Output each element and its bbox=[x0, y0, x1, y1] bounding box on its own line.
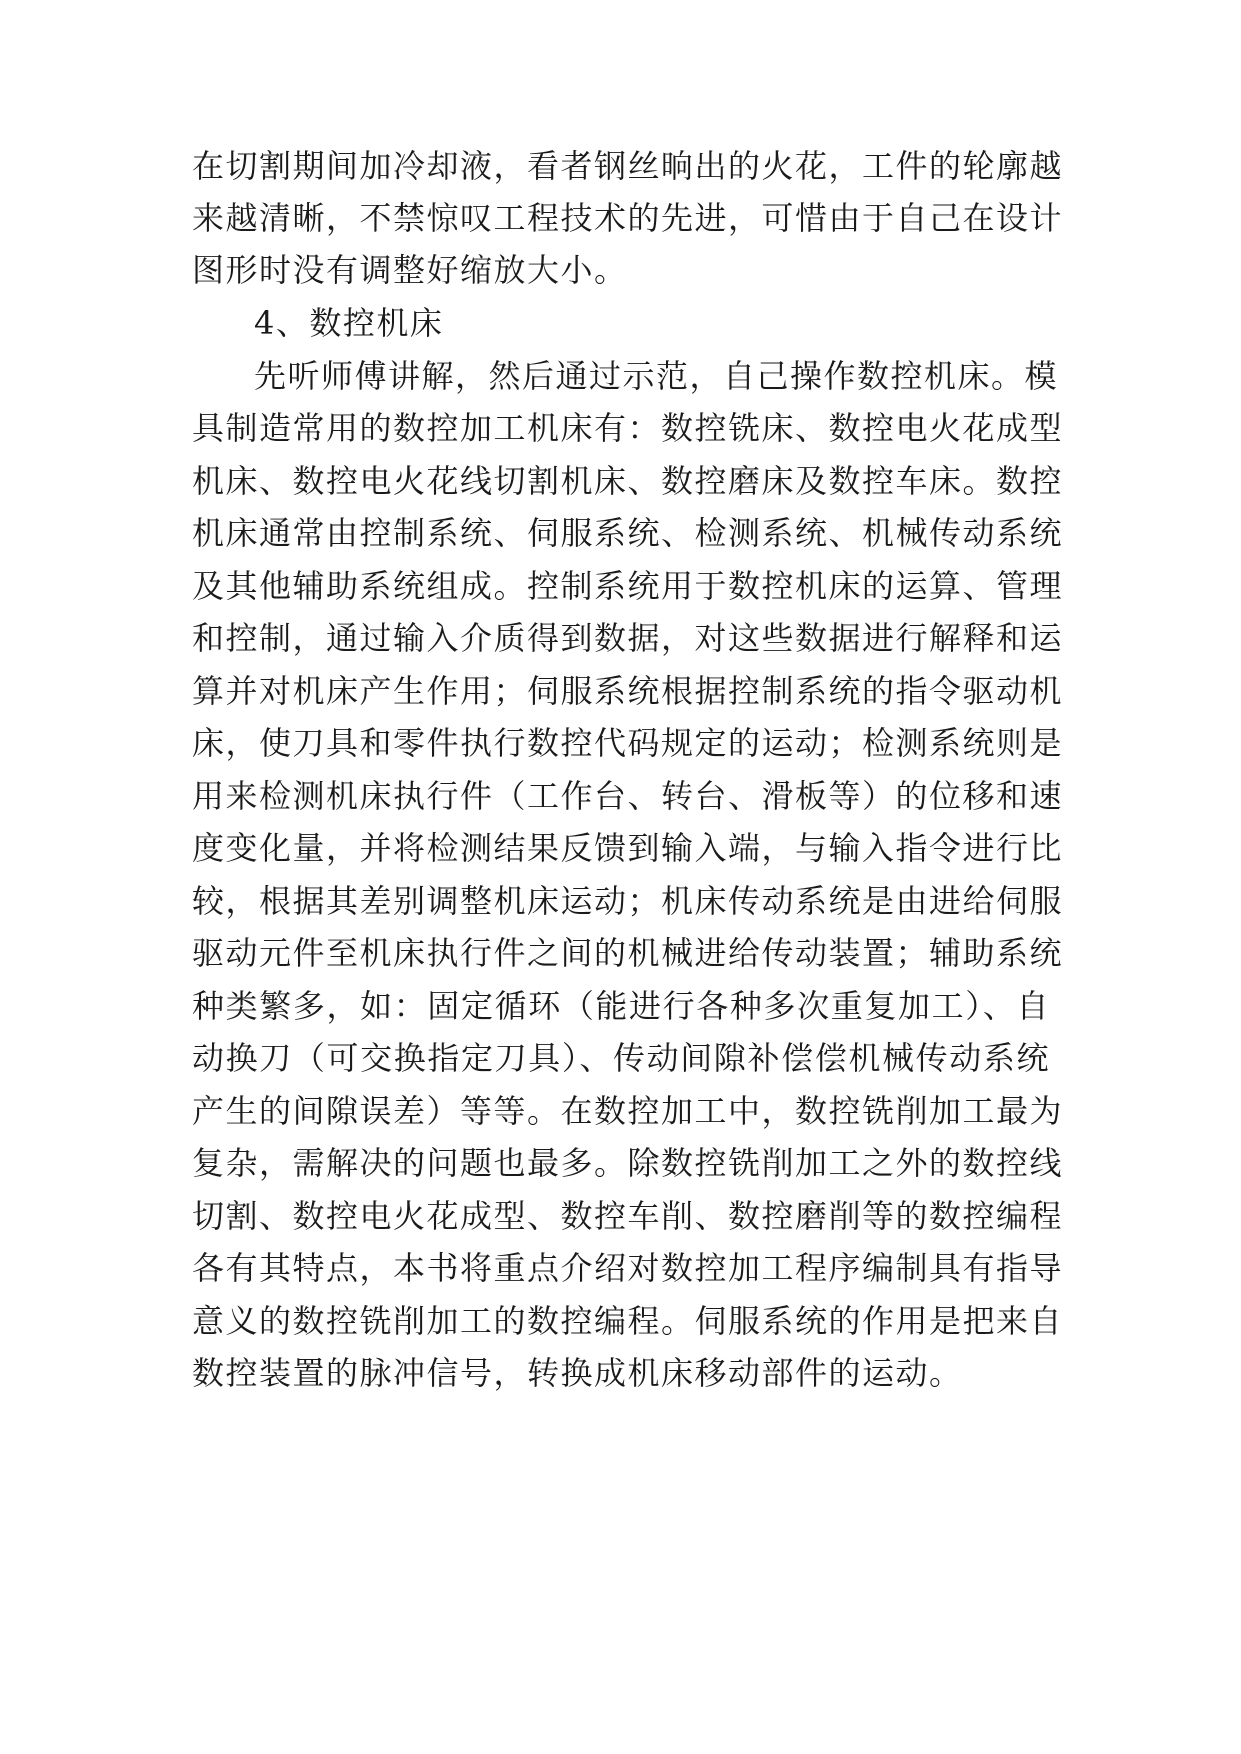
paragraph-line: 在切割期间加冷却液，看者钢丝晌出的火花，工件的轮廓越 bbox=[192, 147, 1064, 185]
paragraph-line: 算并对机床产生作用；伺服系统根据控制系统的指令驱动机 bbox=[192, 672, 1064, 710]
paragraph-line: 动换刀（可交换指定刀具）、传动间隙补偿偿机械传动系统 bbox=[192, 1039, 1050, 1077]
paragraph-line: 意义的数控铣削加工的数控编程。伺服系统的作用是把来自 bbox=[192, 1302, 1064, 1340]
paragraph-line: 产生的间隙误差）等等。在数控加工中，数控铣削加工最为 bbox=[192, 1092, 1064, 1130]
paragraph-line: 各有其特点，本书将重点介绍对数控加工程序编制具有指导 bbox=[192, 1249, 1064, 1287]
paragraph-line: 床，使刀具和零件执行数控代码规定的运动；检测系统则是 bbox=[192, 724, 1064, 762]
paragraph-line: 种类繁多，如：固定循环（能进行各种多次重复加工）、自 bbox=[192, 987, 1050, 1025]
paragraph-line: 机床通常由控制系统、伺服系统、检测系统、机械传动系统 bbox=[192, 514, 1064, 552]
paragraph-line: 先听师傅讲解，然后通过示范，自己操作数控机床。模 bbox=[254, 357, 1059, 395]
paragraph-line: 度变化量，并将检测结果反馈到输入端，与输入指令进行比 bbox=[192, 829, 1064, 867]
paragraph-line: 及其他辅助系统组成。控制系统用于数控机床的运算、管理 bbox=[192, 567, 1064, 605]
paragraph-line: 图形时没有调整好缩放大小。 bbox=[192, 251, 628, 289]
paragraph-line: 较，根据其差别调整机床运动；机床传动系统是由进给伺服 bbox=[192, 882, 1064, 920]
paragraph-line: 具制造常用的数控加工机床有：数控铣床、数控电火花成型 bbox=[192, 409, 1064, 447]
paragraph-line: 机床、数控电火花线切割机床、数控磨床及数控车床。数控 bbox=[192, 462, 1064, 500]
paragraph-line: 复杂，需解决的问题也最多。除数控铣削加工之外的数控线 bbox=[192, 1144, 1064, 1182]
paragraph-line: 切割、数控电火花成型、数控车削、数控磨削等的数控编程 bbox=[192, 1197, 1064, 1235]
paragraph-line: 用来检测机床执行件（工作台、转台、滑板等）的位移和速 bbox=[192, 777, 1064, 815]
paragraph-line: 来越清晰，不禁惊叹工程技术的先进，可惜由于自己在设计 bbox=[192, 199, 1064, 237]
paragraph-line: 和控制，通过输入介质得到数据，对这些数据进行解释和运 bbox=[192, 619, 1064, 657]
section-heading: 4、数控机床 bbox=[254, 304, 444, 342]
paragraph-line: 驱动元件至机床执行件之间的机械进给传动装置；辅助系统 bbox=[192, 934, 1064, 972]
paragraph-line: 数控装置的脉冲信号，转换成机床移动部件的运动。 bbox=[192, 1354, 963, 1392]
